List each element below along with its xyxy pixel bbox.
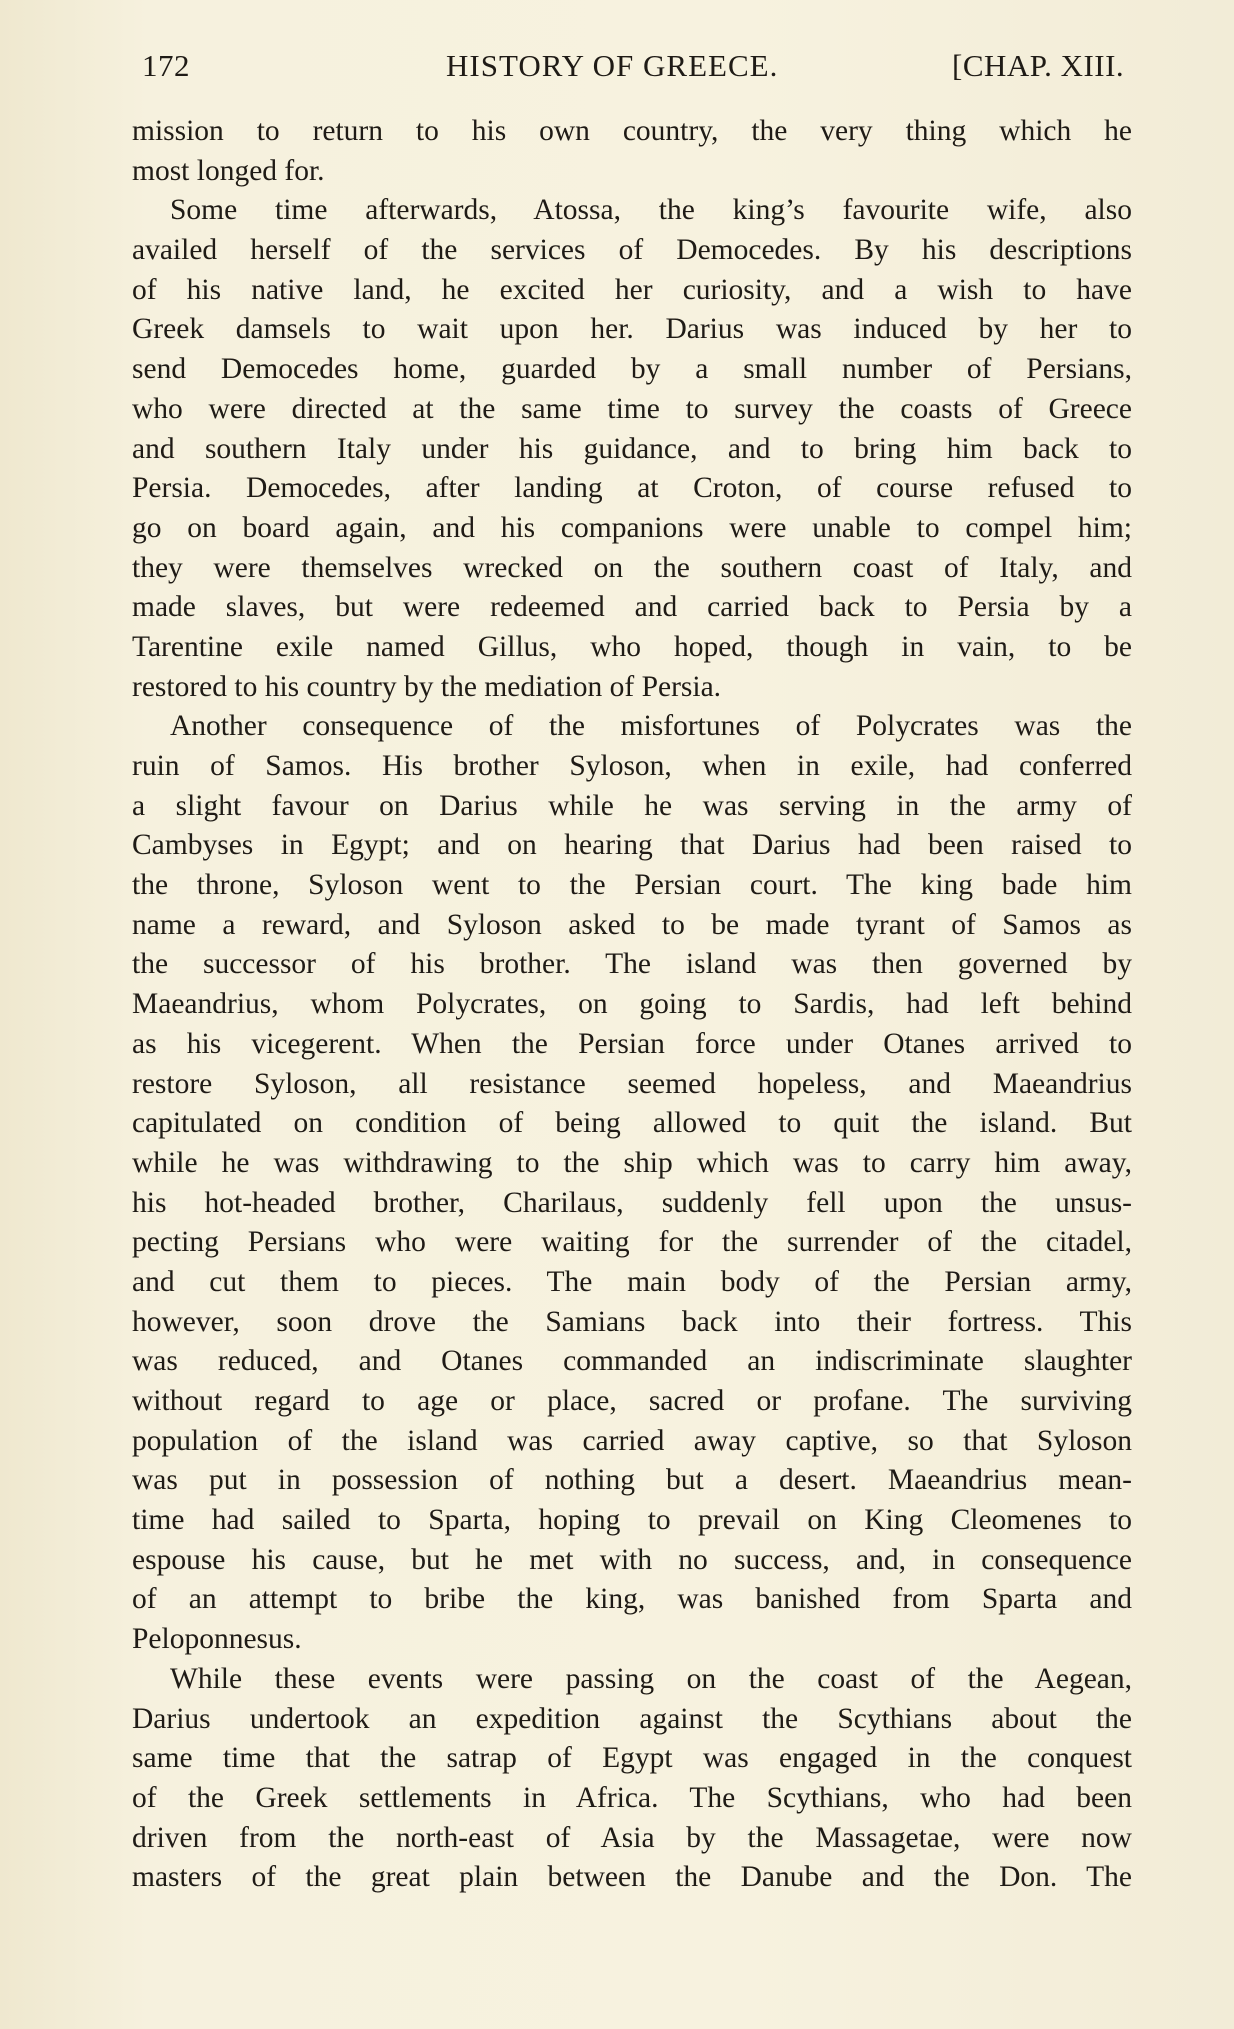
text-line: Cambyses in Egypt; and on hearing that Darius had been raised to [132, 829, 1132, 862]
text-line: the throne, Syloson went to the Persian court. The king bade him [132, 869, 1132, 902]
text-line: restore Syloson, all resistance seemed hopeless, and Maeandrius [132, 1067, 1132, 1100]
text-line: was put in possession of nothing but a desert. Maeandrius mean- [132, 1464, 1132, 1497]
text-line: masters of the great plain between the Danube and the Don. The [132, 1861, 1132, 1894]
text-line: and southern Italy under his guidance, and to bring him back to [132, 432, 1132, 465]
text-line: availed herself of the services of Democedes. By his descriptions [132, 234, 1132, 267]
text-line: was reduced, and Otanes commanded an indiscriminate slaughter [132, 1345, 1132, 1378]
text-line: while he was withdrawing to the ship which was to carry him away, [132, 1146, 1132, 1179]
text-line: time had sailed to Sparta, hoping to prevail on King Cleomenes to [132, 1504, 1132, 1537]
text-line: the successor of his brother. The island was then governed by [132, 948, 1132, 981]
paragraph-start-line: Another consequence of the misfortunes of Polycrates was the [170, 710, 1132, 743]
text-line: of the Greek settlements in Africa. The Scythians, who had been [132, 1781, 1132, 1814]
text-line: pecting Persians who were waiting for the surrender of the citadel, [132, 1226, 1132, 1259]
body-text [132, 112, 1132, 1898]
text-line: same time that the satrap of Egypt was engaged in the conquest [132, 1742, 1132, 1775]
text-line: driven from the north-east of Asia by the Massagetae, were now [132, 1821, 1132, 1854]
text-line: Maeandrius, whom Polycrates, on going to Sardis, had left behind [132, 988, 1132, 1021]
running-header [142, 48, 1142, 88]
text-line: without regard to age or place, sacred or profane. The surviving [132, 1385, 1132, 1417]
text-line: capitulated on condition of being allowed to quit the island. But [132, 1107, 1132, 1140]
text-line: his hot-headed brother, Charilaus, suddenly fell upon the unsus- [132, 1186, 1132, 1219]
paragraph-start-line: Some time afterwards, Atossa, the king’s favourite wife, also [170, 194, 1132, 227]
text-line: Greek damsels to wait upon her. Darius was induced by her to [132, 313, 1132, 346]
text-line: Tarentine exile named Gillus, who hoped, though in vain, to be [132, 630, 1132, 663]
text-line: name a reward, and Syloson asked to be made tyrant of Samos as [132, 908, 1132, 941]
text-line: Peloponnesus. [132, 1623, 302, 1656]
text-line: they were themselves wrecked on the southern coast of Italy, and [132, 551, 1132, 584]
text-line: of an attempt to bribe the king, was banished from Sparta and [132, 1583, 1132, 1616]
text-line: mission to return to his own country, the very thing which he [132, 115, 1132, 147]
text-line: who were directed at the same time to survey the coasts of Greece [132, 392, 1132, 425]
text-line: population of the island was carried away captive, so that Syloson [132, 1424, 1132, 1457]
text-line: and cut them to pieces. The main body of the Persian army, [132, 1265, 1132, 1298]
text-line: go on board again, and his companions were unable to compel him; [132, 511, 1132, 544]
chapter-label: [CHAP. XIII. [952, 48, 1125, 83]
text-line: a slight favour on Darius while he was serving in the army of [132, 789, 1132, 822]
text-line: send Democedes home, guarded by a small number of Persians, [132, 353, 1132, 386]
running-title: HISTORY OF GREECE. [446, 48, 779, 83]
paragraph-start-line: While these events were passing on the coast of the Aegean, [170, 1662, 1132, 1695]
text-line: espouse his cause, but he met with no success, and, in consequence [132, 1543, 1132, 1576]
text-line: as his vicegerent. When the Persian force under Otanes arrived to [132, 1027, 1132, 1060]
text-line: Darius undertook an expedition against the Scythians about the [132, 1702, 1132, 1735]
text-line: most longed for. [132, 154, 325, 187]
page-number: 172 [142, 48, 190, 83]
text-line: however, soon drove the Samians back into their fortress. This [132, 1305, 1132, 1338]
text-line: ruin of Samos. His brother Syloson, when in exile, had conferred [132, 750, 1132, 782]
text-line: Persia. Democedes, after landing at Croton, of course refused to [132, 472, 1132, 505]
text-line: of his native land, he excited her curiosity, and a wish to have [132, 273, 1132, 306]
text-line: made slaves, but were redeemed and carried back to Persia by a [132, 591, 1132, 624]
text-line: restored to his country by the mediation of Persia. [132, 670, 722, 703]
